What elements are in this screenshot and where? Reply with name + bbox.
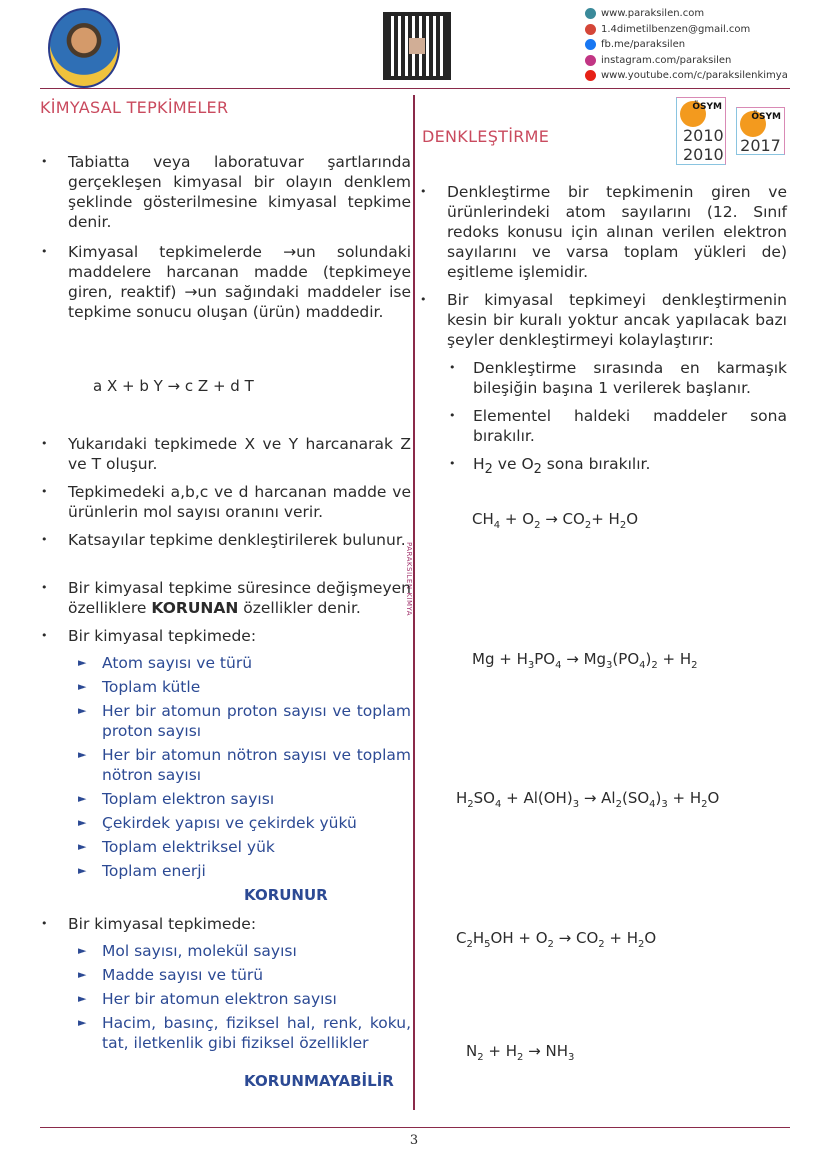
contact-text[interactable]: fb.me/paraksilen [601,39,686,50]
list-item: ► Çekirdek yapısı ve çekirdek yükü [102,813,411,833]
subscript: 3 [567,1052,575,1063]
formula-text: (SO [621,789,650,807]
badge-years: 2017 [740,136,781,155]
contact-item[interactable] [585,22,788,38]
list-item: ► Her bir atomun elektron sayısı [102,989,411,1009]
formula-text: O [644,929,657,947]
subscript: 5 [484,939,491,950]
badge-label: ÖSYM [751,112,781,122]
bullet: • Denkleştirme bir tepkimenin giren ve ürünlerindeki atom sayılarını (12. Sınıf redoks konusu için alınan verilen elektron sayılarını ve varsa toplam yükleri de) eşitleme işlemidir. [447,182,787,282]
subscript: 3 [606,660,613,671]
formula-text: C [456,929,467,947]
subscript: 2 [477,1052,484,1063]
conserved-label: KORUNUR [244,886,328,904]
contact-item[interactable] [585,6,788,22]
text: özellikler denir. [238,599,361,617]
not-conserved-label: KORUNMAYABİLİR [244,1072,394,1090]
bullet: • Tabiatta veya laboratuvar şartlarında gerçekleşen kimyasal bir olayın denklem şeklinde gösterilmesine kimyasal tepkime denir. [68,152,411,232]
formula-text: N [466,1042,478,1060]
equation-4 [456,929,656,950]
text: Bir kimyasal tepkime süresince değişmeyen özelliklere [68,579,411,617]
formula-text: → NH [523,1042,568,1060]
subscript: 4 [639,660,646,671]
contact-list [585,6,788,84]
subscript: 2 [534,520,541,531]
subscript: 2 [651,660,658,671]
subscript: 2 [584,520,592,531]
contact-text[interactable]: www.youtube.com/c/paraksilenkimya [601,70,788,81]
subscript: 2 [619,520,627,531]
formula-text: + H [657,650,692,668]
formula-text: H [456,789,468,807]
contact-text[interactable]: instagram.com/paraksilen [601,54,732,66]
equation-2 [472,650,698,671]
list-item: ► Toplam elektriksel yük [102,837,411,857]
bullet: • Bir kimyasal tepkimede: [68,626,411,646]
subscript: 2 [547,939,554,950]
subscript: 4 [494,799,502,810]
section-title-right: DENKLEŞTİRME [422,127,550,146]
list-item: ► Her bir atomun proton sayısı ve toplam proton sayısı [102,701,411,741]
formula-text: + H [591,510,620,528]
badge-years: 2010 2010 [683,126,724,164]
footer-divider [40,1127,790,1128]
formula-text: + O [500,510,535,528]
tip [473,454,787,480]
formula-text: + H [604,929,639,947]
formula-text: O [626,510,639,528]
subscript: 3 [572,799,580,810]
subscript: 2 [466,939,473,950]
subscript: 2 [598,939,605,950]
list-item: ► Hacim, basınç, fiziksel hal, renk, koku, tat, iletkenlik gibi fiziksel özellikler [102,1013,411,1053]
general-equation: a X + b Y → c Z + d T [93,377,254,395]
qr-code [383,12,451,80]
tip: • Denkleştirme sırasında en karmaşık bileşiğin başına 1 verilerek başlanır. [473,358,787,398]
formula-text: → CO [540,510,585,528]
subscript: 3 [661,799,668,810]
formula-text: OH + O [490,929,548,947]
subscript: 2 [533,462,542,478]
bullet: • Kimyasal tepkimelerde →un solundaki maddelere harcanan madde (tepkimeye giren, reaktif) →un sağındaki maddeler ise tepkime sonucu oluşan (ürün) maddedir. [68,242,411,322]
contact-item[interactable] [585,68,788,84]
formula-text: → CO [553,929,599,947]
contact-item[interactable] [585,37,788,53]
instagram-icon [585,55,596,66]
formula-text: + Al(OH) [501,789,573,807]
header-divider [40,88,790,89]
contact-text[interactable]: www.paraksilen.com [601,8,705,19]
bullet [68,578,411,618]
facebook-icon [585,39,596,50]
formula-text: (PO [612,650,640,668]
bullet: • Bir kimyasal tepkimede: [68,914,411,934]
tip: • Elementel haldeki maddeler sona bırakılır. [473,406,787,446]
formula-text: + H [667,789,702,807]
bullet: • Bir kimyasal tepkimeyi denkleştirmenin kesin bir kuralı yoktur ancak yapılacak bazı şeyler denkleştirmeyi kolaylaştırır: [447,290,787,350]
list-item: ► Atom sayısı ve türü [102,653,411,673]
formula-text: PO [534,650,556,668]
column-divider [413,95,415,1110]
subscript: 2 [615,799,622,810]
formula-text: → Mg [561,650,607,668]
formula-text: ) [645,650,652,668]
formula-text: → Al [579,789,616,807]
list-item: ► Toplam elektron sayısı [102,789,411,809]
equation-3 [456,789,719,810]
formula-text: H [472,929,485,947]
list-item: ► Toplam kütle [102,677,411,697]
equation-1 [472,510,638,531]
formula-text: CH [472,510,494,528]
subscript: 2 [638,939,645,950]
formula-text: ) [655,789,662,807]
subscript: 3 [527,660,535,671]
list-item: ► Her bir atomun nötron sayısı ve toplam nötron sayısı [102,745,411,785]
subscript: 2 [484,462,493,478]
page-number: 3 [409,1133,419,1148]
section-title-left: KİMYASAL TEPKİMELER [40,98,229,117]
subscript: 4 [649,799,656,810]
bullet: • Tepkimedeki a,b,c ve d harcanan madde ve ürünlerin mol sayısı oranını verir. [68,482,411,522]
author-avatar [48,8,120,88]
formula-text: SO [473,789,495,807]
list-item: ► Toplam enerji [102,861,411,881]
subscript: 2 [701,799,708,810]
osym-badge [736,107,785,155]
list-item: ► Mol sayısı, molekül sayısı [102,941,411,961]
bullet: • Yukarıdaki tepkimede X ve Y harcanarak Z ve T oluşur. [68,434,411,474]
contact-text[interactable]: 1.4dimetilbenzen@gmail.com [601,23,751,35]
formula-text: H [473,455,485,473]
subscript: 2 [691,660,698,671]
bullet: • Katsayılar tepkime denkleştirilerek bulunur. [68,530,411,550]
subscript: 4 [555,660,562,671]
subscript: 4 [493,520,501,531]
youtube-icon [585,70,596,81]
contact-item[interactable] [585,53,788,69]
list-item: ► Madde sayısı ve türü [102,965,411,985]
gmail-icon [585,24,596,35]
globe-icon [585,8,596,19]
formula-text: O [707,789,720,807]
subscript: 2 [467,799,474,810]
formula-text: ve O [492,455,534,473]
bold-text: KORUNAN [151,599,239,617]
equation-5 [466,1042,574,1063]
formula-text: + H [483,1042,517,1060]
formula-text: sona bırakılır. [541,455,651,473]
badge-label: ÖSYM [692,102,722,112]
side-label: PARAKSİLEN KİMYA [405,542,413,617]
subscript: 2 [517,1052,524,1063]
osym-badge [676,97,726,165]
formula-text: Mg + H [472,650,528,668]
